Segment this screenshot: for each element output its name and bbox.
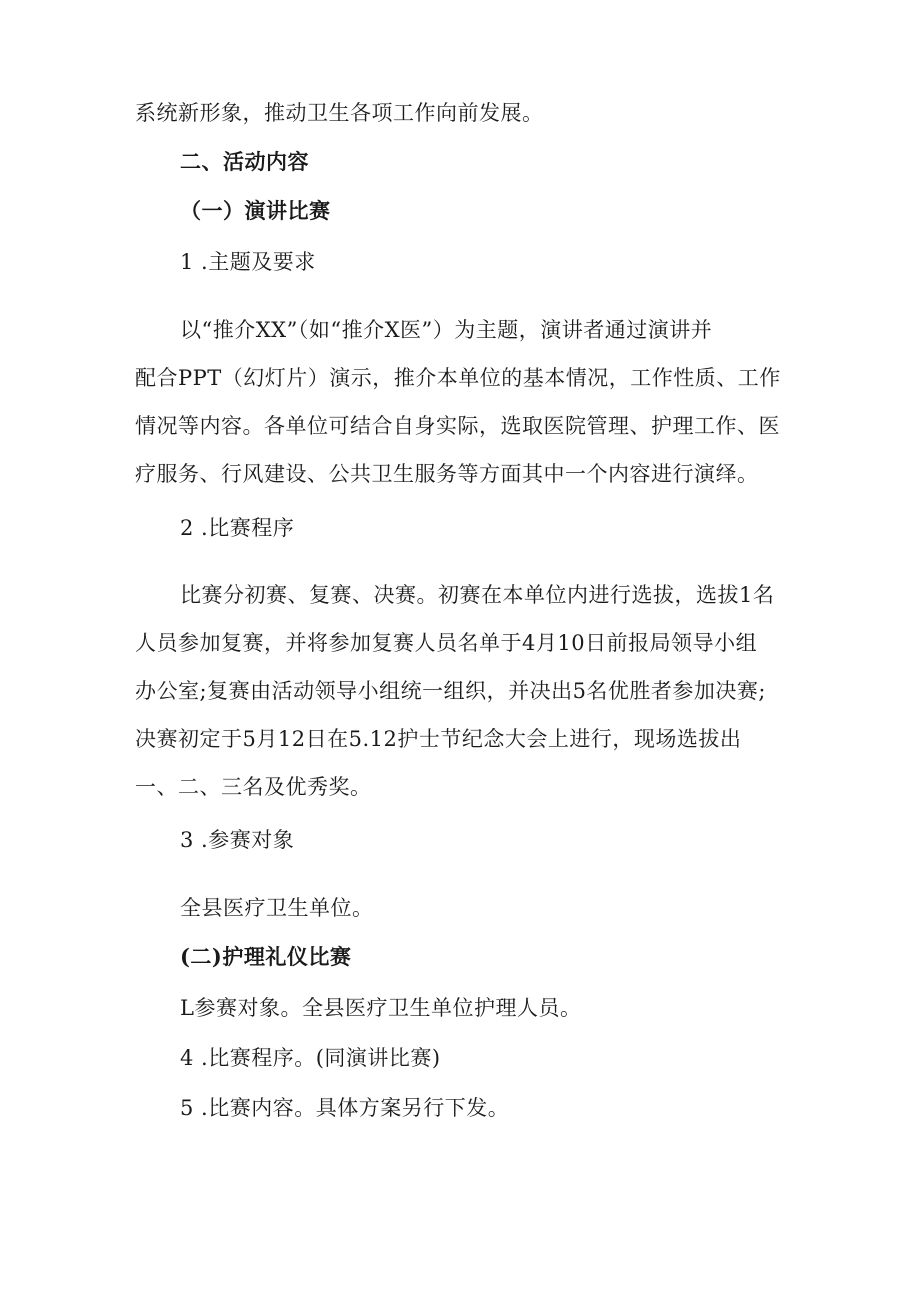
procedure-paragraph-line-5: 一、二、三名及优秀奖。 [135, 775, 372, 799]
nursing-item-participants: L参赛对象。全县医疗卫生单位护理人员。 [180, 996, 582, 1020]
section-heading-activity-content: 二、活动内容 [180, 149, 309, 174]
theme-paragraph-line-1: 以“推介XX”（如“推介X医”）为主题，演讲者通过演讲并 [180, 318, 713, 342]
participants-paragraph: 全县医疗卫生单位。 [180, 896, 374, 920]
subsection-heading-speech-contest: （一）演讲比赛 [180, 198, 331, 223]
item-heading-participants: 3 .参赛对象 [180, 828, 295, 852]
item-heading-procedure: 2 .比赛程序 [180, 516, 295, 540]
theme-paragraph-line-4: 疗服务、行风建设、公共卫生服务等方面其中一个内容进行演绎。 [135, 462, 759, 486]
procedure-paragraph-line-3: 办公室;复赛由活动领导小组统一组织，并决出5名优胜者参加决赛; [135, 679, 767, 703]
procedure-paragraph-line-2: 人员参加复赛，并将参加复赛人员名单于4月10日前报局领导小组 [135, 631, 758, 655]
nursing-item-procedure: 4 .比赛程序。(同演讲比赛) [180, 1046, 441, 1070]
procedure-paragraph-line-4: 决赛初定于5月12日在5.12护士节纪念大会上进行，现场选拔出 [135, 727, 742, 751]
paragraph-continuation: 系统新形象，推动卫生各项工作向前发展。 [135, 101, 544, 125]
theme-paragraph-line-3: 情况等内容。各单位可结合自身实际，选取医院管理、护理工作、医 [135, 414, 780, 438]
procedure-paragraph-line-1: 比赛分初赛、复赛、决赛。初赛在本单位内进行选拔，选拔1名 [180, 583, 775, 607]
theme-paragraph-line-2: 配合PPT（幻灯片）演示，推介本单位的基本情况，工作性质、工作 [135, 366, 781, 390]
subsection-heading-nursing-etiquette: (二)护理礼仪比赛 [180, 944, 352, 969]
nursing-item-content: 5 .比赛内容。具体方案另行下发。 [180, 1096, 510, 1120]
item-heading-theme: 1 .主题及要求 [180, 250, 316, 274]
